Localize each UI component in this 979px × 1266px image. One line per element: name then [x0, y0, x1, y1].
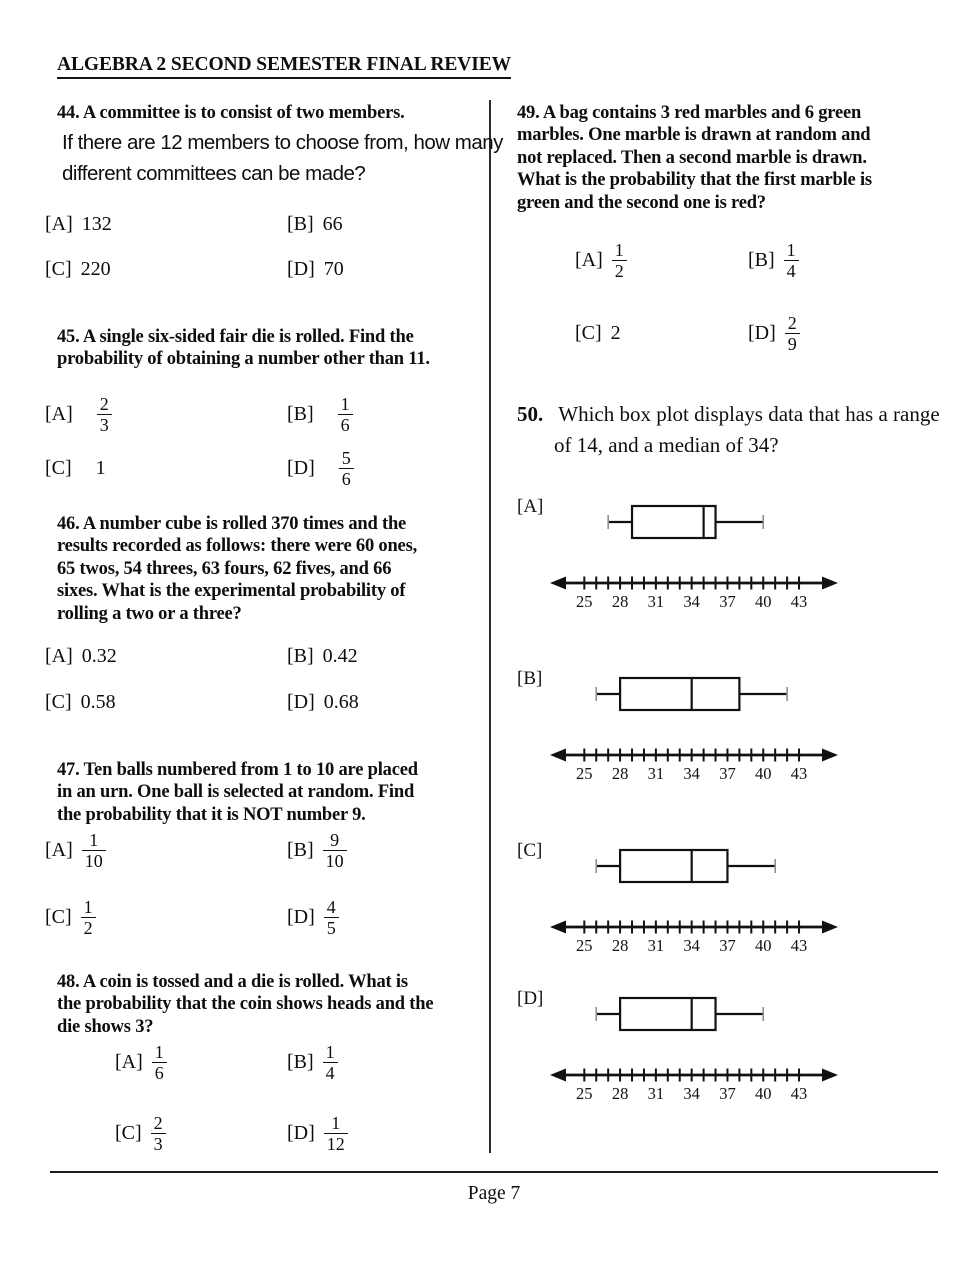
left-arrow: [550, 921, 566, 934]
option-letter: [B]: [287, 402, 314, 425]
question-50-line1: [517, 399, 940, 430]
numerator: 1: [89, 829, 99, 850]
question-45-text: [57, 326, 430, 371]
numerator: 1: [614, 239, 624, 260]
denominator: 6: [338, 414, 353, 435]
denominator: 6: [339, 468, 354, 489]
fraction: [81, 897, 96, 938]
question-49-option-c: [575, 310, 621, 356]
question-50-text: [517, 399, 940, 461]
footer-rule: [50, 1171, 938, 1173]
question-44-sans-line2: different committees can be made?: [62, 162, 366, 185]
fraction: [151, 1113, 166, 1154]
axis-tick-label: 43: [790, 936, 808, 955]
axis-tick-label: 28: [611, 764, 629, 783]
question-44-option-b: [287, 213, 343, 236]
numerator: 9: [330, 829, 340, 850]
axis-tick-label: 28: [611, 592, 629, 611]
option-value: 132: [81, 213, 112, 235]
fraction: [612, 240, 627, 281]
question-45-line2: probability of obtaining a number other than 11.: [57, 349, 430, 370]
question-47-option-c: [45, 894, 96, 940]
question-50-line2: of 14, and a median of 34?: [554, 433, 779, 457]
question-44-body: [62, 127, 503, 189]
axis-tick-label: 40: [755, 936, 772, 955]
option-letter: [A]: [45, 838, 73, 861]
question-48-line3: die shows 3?: [57, 1016, 154, 1037]
axis-tick-label: 31: [647, 764, 665, 783]
axis-tick-label: 37: [719, 1084, 736, 1103]
right-arrow: [822, 1069, 838, 1082]
option-value: 0.32: [81, 645, 117, 667]
axis-tick-label: 31: [647, 936, 665, 955]
option-letter: [C]: [575, 321, 602, 344]
boxplot-figure: [517, 494, 857, 614]
question-46-option-c: [45, 691, 116, 714]
question-48-line2: the probability that the coin shows heads and the: [57, 994, 434, 1015]
axis-tick-label: 34: [683, 1084, 700, 1103]
question-46-option-b: [287, 645, 358, 668]
option-letter: [D]: [287, 456, 315, 479]
option-letter: [B]: [287, 213, 314, 235]
question-45-line1: 45. A single six-sided fair die is rolled. Find the: [57, 327, 414, 347]
question-47-option-d: [287, 894, 339, 940]
numerator: 2: [99, 393, 109, 414]
boxplot-figure: [517, 666, 857, 786]
axis-tick-label: 25: [576, 1084, 593, 1103]
left-arrow: [550, 749, 566, 762]
left-arrow: [550, 577, 566, 590]
numerator: 1: [786, 239, 796, 260]
option-letter: [A]: [45, 402, 73, 425]
axis-tick-label: 25: [576, 936, 593, 955]
left-arrow: [550, 1069, 566, 1082]
question-48-text: [57, 971, 433, 1038]
option-letter: [D]: [748, 321, 776, 344]
axis-tick-label: 40: [755, 592, 772, 611]
question-48-option-d: [287, 1110, 348, 1156]
option-letter: [B]: [287, 1050, 314, 1073]
option-letter: [A]: [115, 1050, 143, 1073]
question-45-option-a: [45, 391, 112, 437]
page-number: Page 7: [467, 1183, 521, 1204]
axis-tick-label: 28: [611, 936, 629, 955]
option-letter: [A]: [517, 496, 544, 517]
question-44-option-a: [45, 213, 112, 236]
denominator: 3: [151, 1133, 166, 1154]
option-value: 1: [95, 456, 106, 479]
right-arrow: [822, 749, 838, 762]
fraction: [323, 830, 347, 871]
fraction: [784, 240, 799, 281]
option-letter: [D]: [517, 988, 544, 1009]
option-value: 0.58: [80, 691, 116, 713]
denominator: 6: [152, 1062, 167, 1083]
denominator: 12: [324, 1133, 348, 1154]
option-letter: [B]: [517, 668, 543, 689]
question-46-text: [57, 513, 417, 625]
question-47-line1: 47. Ten balls numbered from 1 to 10 are placed: [57, 760, 418, 780]
boxplot-figure: [517, 986, 857, 1106]
numerator: 1: [325, 1041, 335, 1062]
option-value: 0.42: [322, 645, 358, 667]
question-50-line1-text: Which box plot displays data that has a range: [558, 402, 940, 426]
question-46-line4: sixes. What is the experimental probability of: [57, 581, 406, 602]
question-45-option-c: [45, 445, 106, 491]
axis-tick-label: 34: [683, 592, 700, 611]
question-44-sans-line1: If there are 12 members to choose from, how many: [62, 131, 503, 154]
axis-tick-label: 25: [576, 764, 593, 783]
question-49-line2: marbles. One marble is drawn at random and: [517, 125, 871, 146]
fraction: [324, 897, 339, 938]
numerator: 1: [154, 1041, 164, 1062]
question-49-line5: green and the second one is red?: [517, 192, 766, 213]
fraction: [152, 1042, 167, 1083]
axis-tick-label: 25: [576, 592, 593, 611]
fraction: [97, 394, 112, 435]
numerator: 1: [340, 393, 350, 414]
iqr-box: [620, 850, 727, 882]
option-letter: [D]: [287, 691, 315, 713]
axis-tick-label: 37: [719, 764, 736, 783]
fraction: [339, 448, 354, 489]
option-letter: [D]: [287, 258, 315, 280]
question-49-option-b: [748, 237, 799, 283]
option-letter: [C]: [517, 840, 543, 861]
denominator: 4: [323, 1062, 338, 1083]
question-47-text: [57, 759, 418, 826]
denominator: 10: [323, 850, 347, 871]
denominator: 10: [82, 850, 106, 871]
boxplot-option-a: [517, 494, 857, 614]
numerator: 5: [341, 447, 351, 468]
question-45-option-d: [287, 445, 354, 491]
question-49-line3: not replaced. Then a second marble is drawn.: [517, 147, 867, 168]
axis-tick-label: 34: [683, 936, 700, 955]
denominator: 3: [97, 414, 112, 435]
right-arrow: [822, 921, 838, 934]
option-letter: [D]: [287, 1121, 315, 1144]
fraction: [323, 1042, 338, 1083]
question-49-line4: What is the probability that the first marble is: [517, 170, 872, 191]
denominator: 2: [612, 260, 627, 281]
fraction: [338, 394, 353, 435]
question-46-option-a: [45, 645, 117, 668]
axis-tick-label: 31: [647, 592, 665, 611]
iqr-box: [620, 998, 715, 1030]
option-value: 66: [322, 213, 343, 235]
denominator: 9: [785, 333, 800, 354]
question-47-line2: in an urn. One ball is selected at random. Find: [57, 782, 415, 803]
question-46-line3: 65 twos, 54 threes, 63 fours, 62 fives, and 66: [57, 558, 392, 579]
boxplot-option-c: [517, 838, 857, 958]
question-49-option-a: [575, 237, 627, 283]
axis-tick-label: 37: [719, 592, 736, 611]
numerator: 2: [153, 1112, 163, 1133]
axis-tick-label: 40: [755, 764, 772, 783]
right-arrow: [822, 577, 838, 590]
boxplot-option-d: [517, 986, 857, 1106]
option-letter: [C]: [45, 258, 72, 280]
question-47-option-a: [45, 827, 106, 873]
option-letter: [A]: [45, 213, 73, 235]
question-46-line1: 46. A number cube is rolled 370 times and the: [57, 514, 407, 534]
question-47-option-b: [287, 827, 347, 873]
question-48-option-b: [287, 1039, 338, 1085]
option-letter: [C]: [45, 456, 72, 479]
option-letter: [B]: [287, 838, 314, 861]
numerator: 4: [326, 896, 336, 917]
numerator: 1: [331, 1112, 341, 1133]
fraction: [785, 313, 800, 354]
question-48-line1: 48. A coin is tossed and a die is rolled. What is: [57, 972, 408, 992]
column-divider: [489, 100, 491, 1153]
option-letter: [C]: [45, 905, 72, 928]
fraction: [324, 1113, 348, 1154]
question-46-line2: results recorded as follows: there were 60 ones,: [57, 536, 417, 557]
option-value: 2: [610, 321, 621, 344]
denominator: 4: [784, 260, 799, 281]
fraction: [82, 830, 106, 871]
option-letter: [B]: [287, 645, 314, 667]
question-44-option-c: [45, 258, 111, 281]
option-letter: [D]: [287, 905, 315, 928]
boxplot-option-b: [517, 666, 857, 786]
axis-tick-label: 43: [790, 764, 808, 783]
question-46-line5: rolling a two or a three?: [57, 603, 242, 624]
question-45-option-b: [287, 391, 353, 437]
denominator: 5: [324, 917, 339, 938]
question-44-option-d: [287, 258, 344, 281]
question-44-bold-line: 44. A committee is to consist of two members.: [57, 103, 405, 123]
question-49-option-d: [748, 310, 800, 356]
option-value: 0.68: [323, 691, 359, 713]
page-title: ALGEBRA 2 SECOND SEMESTER FINAL REVIEW: [57, 54, 511, 79]
denominator: 2: [81, 917, 96, 938]
option-letter: [B]: [748, 248, 775, 271]
iqr-box: [620, 678, 739, 710]
axis-tick-label: 40: [755, 1084, 772, 1103]
option-letter: [C]: [45, 691, 72, 713]
option-letter: [A]: [575, 248, 603, 271]
question-50-number: 50.: [517, 402, 544, 426]
question-49-line1: 49. A bag contains 3 red marbles and 6 green: [517, 103, 862, 123]
option-value: 70: [323, 258, 344, 280]
option-letter: [A]: [45, 645, 73, 667]
axis-tick-label: 34: [683, 764, 700, 783]
axis-tick-label: 43: [790, 592, 808, 611]
question-48-option-c: [115, 1110, 166, 1156]
axis-tick-label: 31: [647, 1084, 665, 1103]
axis-tick-label: 43: [790, 1084, 808, 1103]
question-49-text: [517, 102, 872, 214]
question-47-line3: the probability that it is NOT number 9.: [57, 804, 366, 825]
axis-tick-label: 37: [719, 936, 736, 955]
option-value: 220: [80, 258, 111, 280]
question-48-option-a: [115, 1039, 167, 1085]
question-46-option-d: [287, 691, 359, 714]
option-letter: [C]: [115, 1121, 142, 1144]
axis-tick-label: 28: [611, 1084, 629, 1103]
numerator: 1: [83, 896, 93, 917]
boxplot-figure: [517, 838, 857, 958]
numerator: 2: [787, 312, 797, 333]
